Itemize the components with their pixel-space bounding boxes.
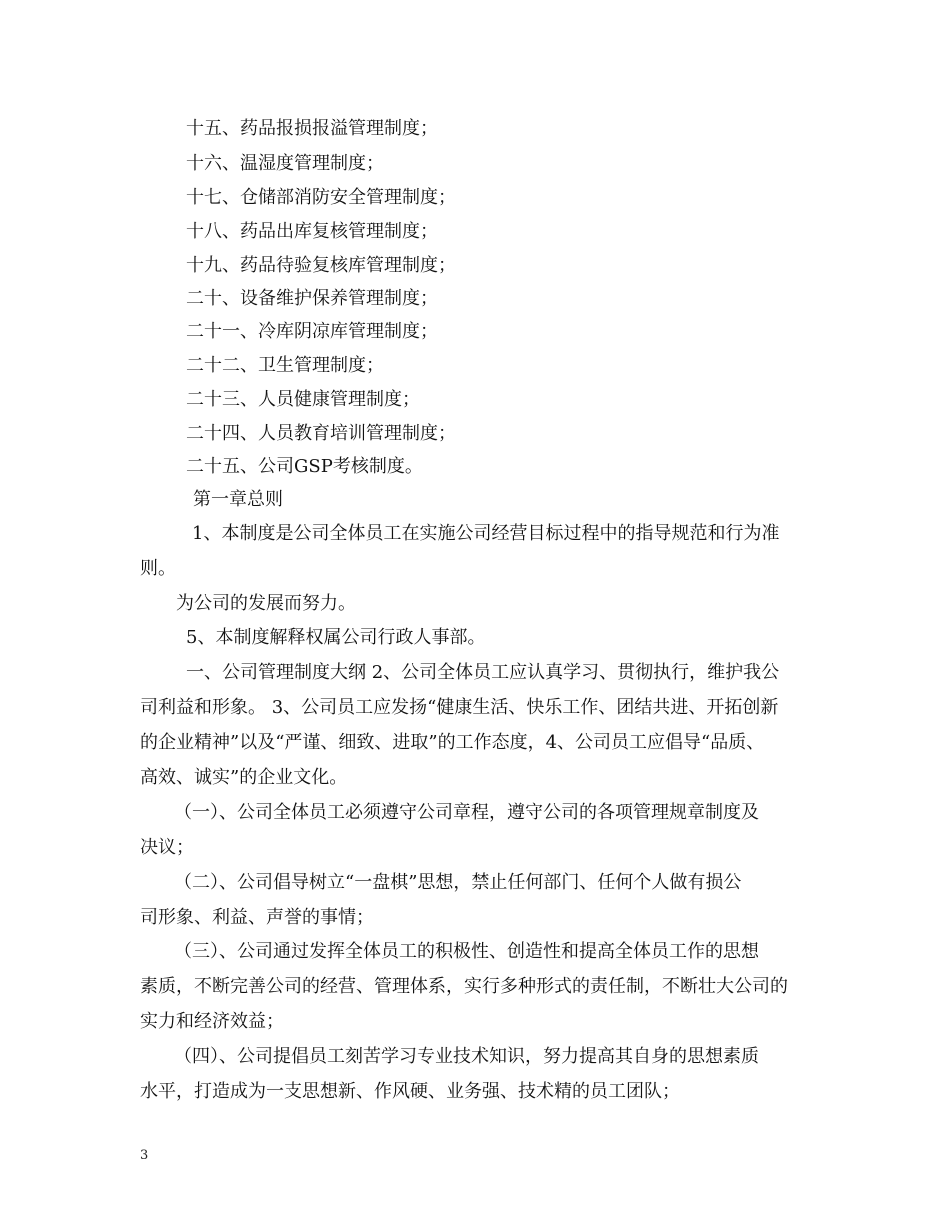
paragraph-line: 5、本制度解释权属公司行政人事部。 — [186, 627, 486, 648]
paragraph-line: 决议； — [140, 837, 194, 858]
paragraph-line: 高效、诚实”的企业文化。 — [140, 767, 348, 788]
paragraph-line: （四）、公司提倡员工刻苦学习专业技术知识，努力提高其自身的思想素质 — [174, 1046, 759, 1067]
paragraph-line: （三）、公司通过发挥全体员工的积极性、创造性和提高全体员工作的思想 — [174, 941, 759, 962]
paragraph-line: 司形象、利益、声誉的事情； — [140, 907, 374, 928]
paragraph-line: 一、公司管理制度大纲 2、公司全体员工应认真学习、贯彻执行，维护我公 — [186, 662, 780, 683]
list-item-20: 二十、设备维护保养管理制度； — [186, 288, 438, 309]
page-number: 3 — [140, 1148, 149, 1163]
paragraph-line: 实力和经济效益； — [140, 1011, 284, 1032]
list-item-24: 二十四、人员教育培训管理制度； — [186, 423, 456, 444]
paragraph-line: 的企业精神”以及“严谨、细致、进取”的工作态度，4、公司员工应倡导“品质、 — [140, 732, 765, 753]
list-item-25: 二十五、公司GSP考核制度。 — [186, 456, 423, 477]
list-item-17: 十七、仓储部消防安全管理制度； — [186, 187, 456, 208]
paragraph-line: 司利益和形象。 3、公司员工应发扬“健康生活、快乐工作、团结共进、开拓创新 — [140, 697, 779, 718]
chapter-heading: 第一章总则 — [193, 489, 283, 510]
paragraph-line: 水平，打造成为一支思想新、作风硬、业务强、技术精的员工团队； — [140, 1081, 680, 1102]
paragraph-line: 素质，不断完善公司的经营、管理体系，实行多种形式的责任制，不断壮大公司的 — [140, 976, 788, 997]
list-item-23: 二十三、人员健康管理制度； — [186, 389, 420, 410]
list-item-18: 十八、药品出库复核管理制度； — [186, 221, 438, 242]
paragraph-line: 为公司的发展而努力。 — [176, 593, 356, 614]
paragraph-line: （一）、公司全体员工必须遵守公司章程，遵守公司的各项管理规章制度及 — [174, 802, 759, 823]
list-item-22: 二十二、卫生管理制度； — [186, 355, 384, 376]
paragraph-line: 1、本制度是公司全体员工在实施公司经营目标过程中的指导规范和行为准 — [192, 523, 780, 544]
list-item-19: 十九、药品待验复核库管理制度； — [186, 255, 456, 276]
list-item-21: 二十一、冷库阴凉库管理制度； — [186, 321, 438, 342]
paragraph-line: （二）、公司倡导树立“一盘棋”思想，禁止任何部门、任何个人做有损公 — [174, 872, 742, 893]
paragraph-line: 则。 — [140, 558, 176, 579]
list-item-15: 十五、药品报损报溢管理制度； — [186, 118, 438, 139]
list-item-16: 十六、温湿度管理制度； — [186, 153, 384, 174]
